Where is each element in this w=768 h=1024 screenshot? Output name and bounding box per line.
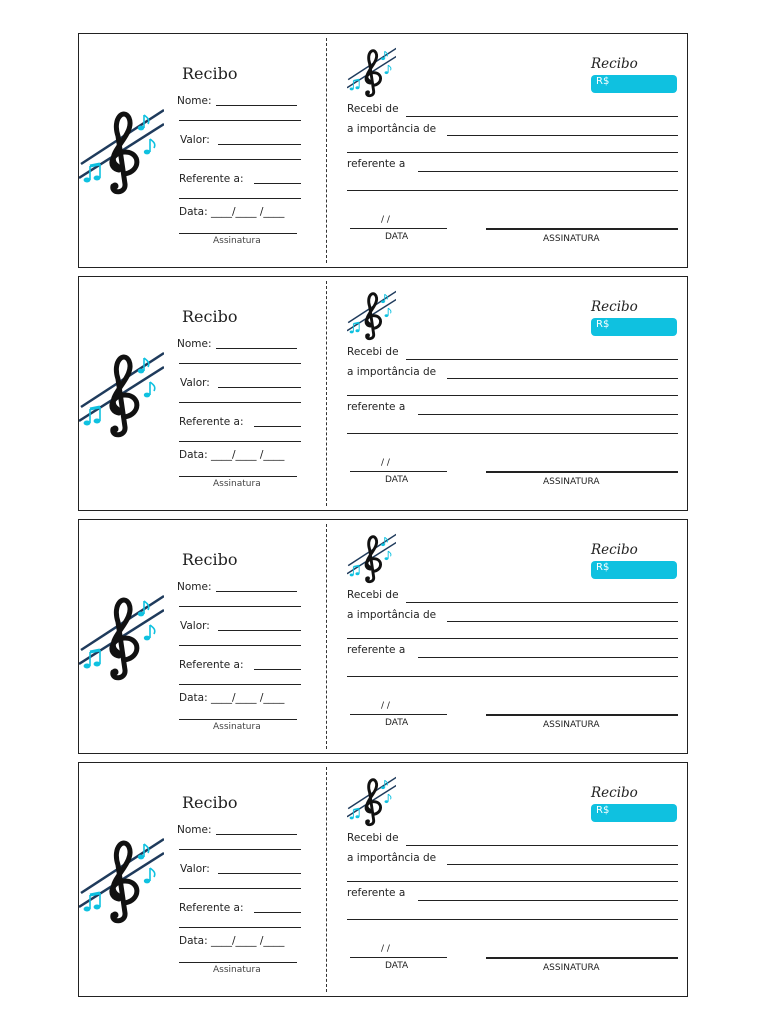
stub-valor-field-2[interactable]: [179, 888, 301, 889]
stub-valor-field[interactable]: [218, 873, 301, 874]
importancia-field-2[interactable]: [347, 395, 678, 396]
stub-assinatura-label: Assinatura: [213, 722, 261, 732]
stub-referente-label: Referente a:: [179, 173, 244, 185]
stub-title: Recibo: [182, 307, 238, 326]
assinatura-label: ASSINATURA: [543, 963, 600, 973]
amount-box[interactable]: [591, 75, 677, 93]
stub-title: Recibo: [182, 550, 238, 569]
data-label: DATA: [385, 718, 409, 728]
importancia-label: a importância de: [347, 852, 437, 864]
treble-clef-icon: [79, 349, 164, 439]
stub-valor-label: Valor:: [180, 134, 210, 146]
stub-signature-line[interactable]: [179, 233, 297, 234]
stub-valor-field[interactable]: [218, 387, 301, 388]
currency-label: R$: [596, 562, 610, 573]
assinatura-label: ASSINATURA: [543, 234, 600, 244]
music-note-icon: [381, 51, 387, 60]
receipt: [78, 276, 688, 511]
amount-box[interactable]: [591, 804, 677, 822]
signature-field[interactable]: [486, 471, 678, 473]
treble-clef-icon: [79, 592, 164, 682]
stub-referente-field[interactable]: [254, 426, 301, 427]
stub-nome-label: Nome:: [177, 95, 212, 107]
stub-signature-line[interactable]: [179, 719, 297, 720]
stub-nome-field-2[interactable]: [179, 120, 301, 121]
signature-field[interactable]: [486, 228, 678, 230]
stub-nome-label: Nome:: [177, 824, 212, 836]
stub-title: Recibo: [182, 64, 238, 83]
referente-field[interactable]: [418, 900, 678, 901]
stub-nome-field-2[interactable]: [179, 849, 301, 850]
importancia-field-2[interactable]: [347, 152, 678, 153]
stub-nome-label: Nome:: [177, 581, 212, 593]
referente-label: referente a: [347, 401, 406, 413]
music-note-icon: [385, 794, 391, 803]
music-note-icon: [144, 139, 155, 154]
music-note-icon: [144, 625, 155, 640]
stub-valor-field-2[interactable]: [179, 645, 301, 646]
stub-referente-field-2[interactable]: [179, 684, 301, 685]
recebi-label: Recebi de: [347, 589, 399, 601]
referente-label: referente a: [347, 644, 406, 656]
stub-signature-line[interactable]: [179, 476, 297, 477]
currency-label: R$: [596, 76, 610, 87]
referente-field[interactable]: [418, 414, 678, 415]
importancia-field[interactable]: [447, 135, 678, 136]
recebi-field[interactable]: [406, 845, 678, 846]
importancia-field[interactable]: [447, 864, 678, 865]
assinatura-label: ASSINATURA: [543, 720, 600, 730]
recebi-label: Recebi de: [347, 103, 399, 115]
stub-assinatura-label: Assinatura: [213, 236, 261, 246]
stub-referente-field-2[interactable]: [179, 441, 301, 442]
stub-referente-field[interactable]: [254, 669, 301, 670]
data-label: DATA: [385, 475, 409, 485]
stub-referente-field-2[interactable]: [179, 927, 301, 928]
music-note-icon: [144, 868, 155, 883]
data-label: DATA: [385, 232, 409, 242]
importancia-field[interactable]: [447, 378, 678, 379]
referente-field[interactable]: [418, 171, 678, 172]
date-field[interactable]: [350, 471, 447, 472]
music-note-icon: [381, 294, 387, 303]
date-field[interactable]: [350, 714, 447, 715]
stub-referente-label: Referente a:: [179, 902, 244, 914]
stub-nome-label: Nome:: [177, 338, 212, 350]
date-slashes: / /: [381, 215, 390, 225]
stub-valor-label: Valor:: [180, 377, 210, 389]
main-title: Recibo: [591, 56, 638, 72]
music-note-icon: [138, 844, 149, 859]
date-slashes: / /: [381, 458, 390, 468]
stub-nome-field[interactable]: [216, 834, 297, 835]
importancia-field[interactable]: [447, 621, 678, 622]
treble-clef-small-icon: [347, 775, 396, 827]
stub-data-field[interactable]: Data: ____/____ /____: [179, 692, 285, 704]
stub-assinatura-label: Assinatura: [213, 965, 261, 975]
stub-referente-field-2[interactable]: [179, 198, 301, 199]
amount-box[interactable]: [591, 318, 677, 336]
stub-data-field[interactable]: Data: ____/____ /____: [179, 449, 285, 461]
music-note-icon: [385, 551, 391, 560]
stub-assinatura-label: Assinatura: [213, 479, 261, 489]
music-note-icon: [138, 601, 149, 616]
amount-box[interactable]: [591, 561, 677, 579]
date-field[interactable]: [350, 228, 447, 229]
music-note-icon: [381, 537, 387, 546]
referente-label: referente a: [347, 887, 406, 899]
perforation-divider: [326, 38, 327, 263]
stub-data-field[interactable]: Data: ____/____ /____: [179, 206, 285, 218]
stub-referente-field[interactable]: [254, 183, 301, 184]
signature-field[interactable]: [486, 714, 678, 716]
importancia-field-2[interactable]: [347, 881, 678, 882]
main-title: Recibo: [591, 299, 638, 315]
stub-data-field[interactable]: Data: ____/____ /____: [179, 935, 285, 947]
referente-field-2[interactable]: [347, 676, 678, 677]
referente-field-2[interactable]: [347, 190, 678, 191]
assinatura-label: ASSINATURA: [543, 477, 600, 487]
treble-clef-small-icon: [347, 289, 396, 341]
music-note-icon: [381, 780, 387, 789]
treble-clef-small-icon: [347, 532, 396, 584]
importancia-label: a importância de: [347, 609, 437, 621]
recebi-label: Recebi de: [347, 832, 399, 844]
music-note-icon: [138, 115, 149, 130]
referente-field[interactable]: [418, 657, 678, 658]
stub-valor-field[interactable]: [218, 630, 301, 631]
stub-referente-label: Referente a:: [179, 416, 244, 428]
stub-valor-label: Valor:: [180, 863, 210, 875]
importancia-label: a importância de: [347, 123, 437, 135]
perforation-divider: [326, 281, 327, 506]
main-title: Recibo: [591, 785, 638, 801]
currency-label: R$: [596, 319, 610, 330]
music-note-icon: [144, 382, 155, 397]
referente-label: referente a: [347, 158, 406, 170]
signature-field[interactable]: [486, 957, 678, 959]
stub-valor-field[interactable]: [218, 144, 301, 145]
data-label: DATA: [385, 961, 409, 971]
importancia-field-2[interactable]: [347, 638, 678, 639]
stub-signature-line[interactable]: [179, 962, 297, 963]
perforation-divider: [326, 767, 327, 992]
treble-clef-icon: [79, 835, 164, 925]
date-field[interactable]: [350, 957, 447, 958]
music-note-icon: [385, 65, 391, 74]
main-title: Recibo: [591, 542, 638, 558]
stub-nome-field[interactable]: [216, 591, 297, 592]
date-slashes: / /: [381, 701, 390, 711]
stub-valor-label: Valor:: [180, 620, 210, 632]
receipt: [78, 762, 688, 997]
stub-referente-field[interactable]: [254, 912, 301, 913]
stub-nome-field-2[interactable]: [179, 606, 301, 607]
recebi-field[interactable]: [406, 602, 678, 603]
date-slashes: / /: [381, 944, 390, 954]
stub-nome-field[interactable]: [216, 348, 297, 349]
stub-title: Recibo: [182, 793, 238, 812]
referente-field-2[interactable]: [347, 433, 678, 434]
stub-nome-field-2[interactable]: [179, 363, 301, 364]
importancia-label: a importância de: [347, 366, 437, 378]
music-note-icon: [385, 308, 391, 317]
stub-valor-field-2[interactable]: [179, 159, 301, 160]
perforation-divider: [326, 524, 327, 749]
recebi-field[interactable]: [406, 116, 678, 117]
recebi-label: Recebi de: [347, 346, 399, 358]
receipt: [78, 519, 688, 754]
stub-referente-label: Referente a:: [179, 659, 244, 671]
stub-nome-field[interactable]: [216, 105, 297, 106]
treble-clef-icon: [79, 106, 164, 196]
referente-field-2[interactable]: [347, 919, 678, 920]
stub-valor-field-2[interactable]: [179, 402, 301, 403]
music-note-icon: [138, 358, 149, 373]
currency-label: R$: [596, 805, 610, 816]
recebi-field[interactable]: [406, 359, 678, 360]
receipt: [78, 33, 688, 268]
treble-clef-small-icon: [347, 46, 396, 98]
